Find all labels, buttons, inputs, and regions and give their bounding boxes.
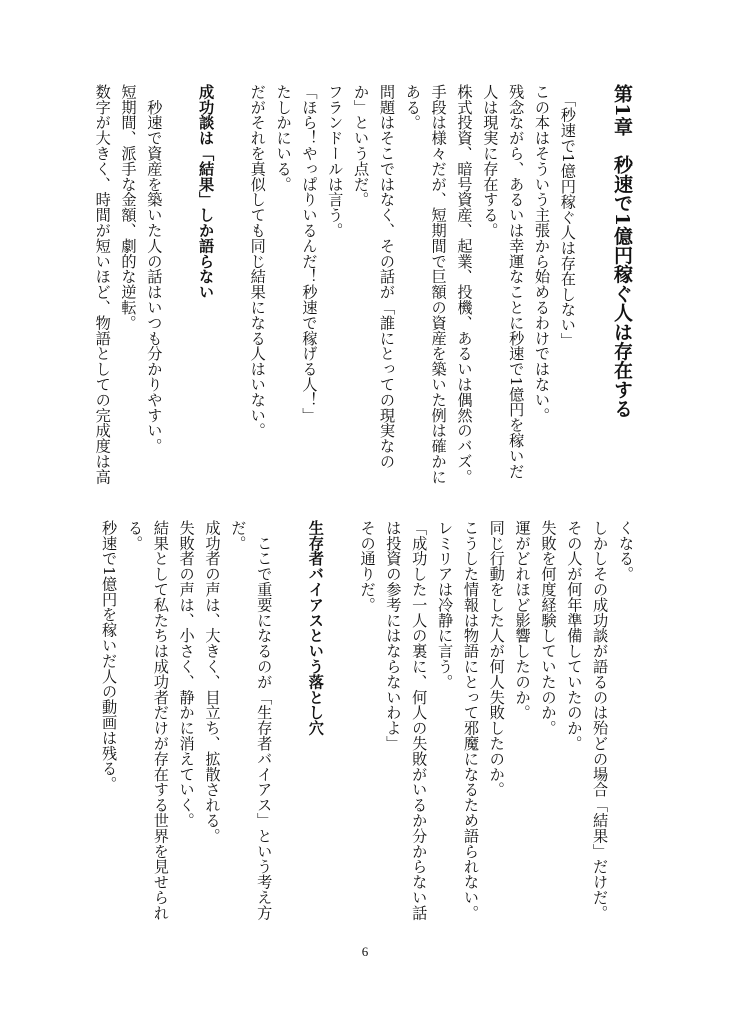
text-line: ある。 (403, 84, 422, 131)
text-line: くなる。 (617, 520, 635, 582)
text-line: たしかにいる。 (274, 84, 293, 192)
blank-line (166, 84, 192, 494)
text-line: 残念ながら、あるいは幸運なことに秒速で1億円を稼いだ (507, 84, 526, 479)
text-line: だがそれを真似しても同じ結果になる人はいない。 (248, 84, 267, 439)
text-line: か」という点だ。 (352, 84, 371, 208)
text-line: 同じ行動をした人が何人失敗したのか。 (487, 520, 506, 798)
text-line: 短期間、派手な金額、劇的な逆転。 (119, 84, 138, 331)
text-line: この本はそういう主張から始めるわけではない。 (533, 84, 552, 423)
text-line: こうした情報は物語にとって邪魔になるため語られない。 (461, 520, 480, 921)
text-line: 手段は様々だが、短期間で巨額の資産を築いた例は確かに (429, 84, 448, 485)
text-line: 失敗を何度経験していたのか。 (539, 520, 558, 736)
text-line: 結果として私たちは成功者だけが存在する世界を見せられ (151, 520, 170, 921)
top-text-block (89, 84, 638, 494)
text-line: 「秒速で1億円稼ぐ人は存在しない」 (558, 84, 577, 349)
text-line: 人は現実に存在する。 (481, 84, 500, 238)
text-line: だ。 (229, 520, 248, 551)
blank-line (276, 520, 302, 960)
section-heading: 成功談は「結果」しか語らない (197, 84, 216, 300)
text-line: 数字が大きく、時間が短いほど、物語としての完成度は高 (93, 84, 112, 485)
text-line: 運がどれほど影響したのか。 (513, 520, 532, 721)
text-line: る。 (125, 520, 144, 551)
blank-line (218, 84, 244, 494)
text-line: 失敗者の声は、小さく、静かに消えていく。 (177, 520, 196, 828)
text-line: しかしその成功談が語るのは殆どの場合「結果」だけだ。 (591, 520, 610, 921)
page-number: 6 (361, 944, 369, 959)
text-line: 秒速で1億円を稼いだ人の動画は残る。 (100, 520, 119, 792)
bottom-text-block (95, 520, 638, 960)
text-line: その人が何年準備していたのか。 (565, 520, 584, 751)
text-line: フランドールは言う。 (326, 84, 345, 238)
text-line: 株式投資、暗号資産、起業、投機、あるいは偶然のバズ。 (455, 84, 474, 485)
text-line: は投資の参考にはならないわよ」 (384, 520, 403, 751)
chapter-title: 第1章 秒速で1億円稼ぐ人は存在する (611, 84, 633, 419)
text-line: 「ほら！やっぱりいるんだ！秒速で稼げる人！」 (300, 84, 319, 423)
blank-line (328, 520, 354, 960)
text-line: ここで重要になるのが「生存者バイアス」という考え方 (255, 520, 274, 921)
blank-line (580, 84, 606, 494)
text-line: レミリアは冷静に言う。 (436, 520, 455, 690)
text-line: 秒速で資産を築いた人の話はいつも分かりやすい。 (145, 84, 164, 454)
section-heading: 生存者バイアスという落とし穴 (306, 520, 325, 736)
text-line: その通りだ。 (358, 520, 377, 613)
text-line: 「成功した一人の裏に、何人の失敗がいるか分からない話 (410, 520, 429, 921)
text-line: 成功者の声は、大きく、目立ち、拡散される。 (203, 520, 222, 844)
text-line: 問題はそこではなく、その話が「誰にとっての現実なの (377, 84, 396, 469)
